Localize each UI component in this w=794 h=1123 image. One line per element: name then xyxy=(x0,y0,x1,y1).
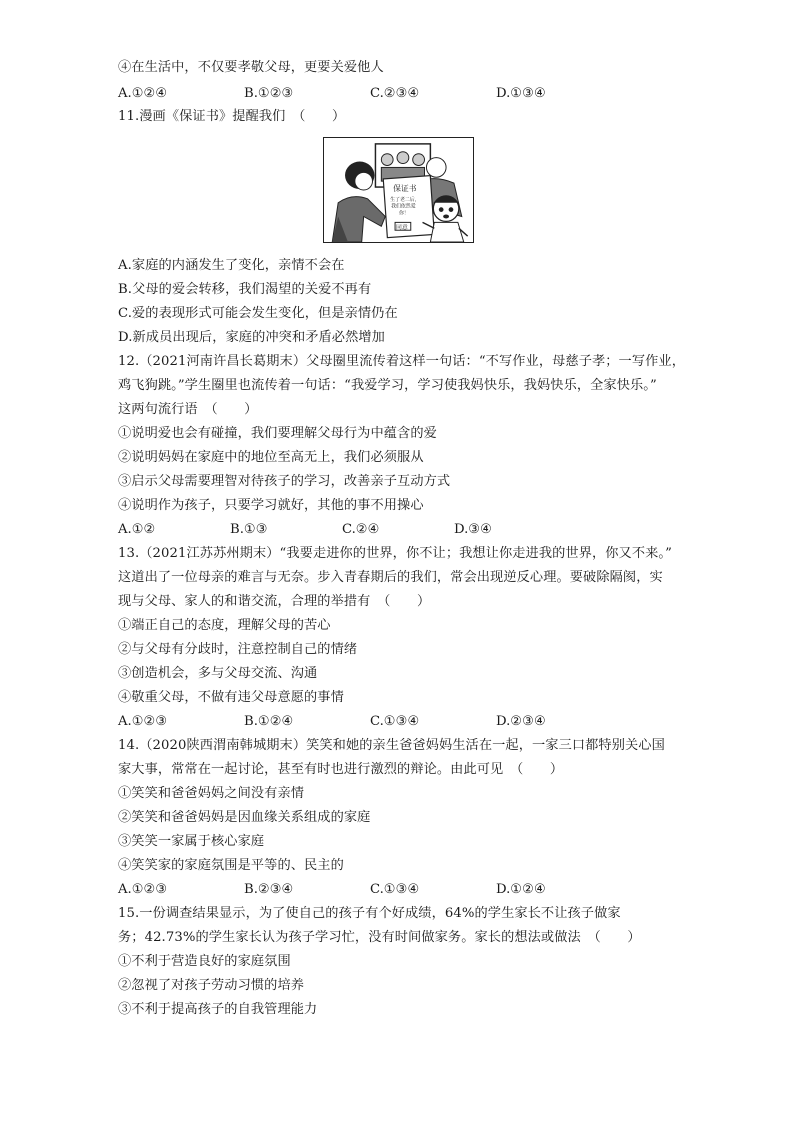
q13-statement-3: ③创造机会，多与父母交流、沟通 xyxy=(118,666,318,681)
q14-statement-3: ③笑笑一家属于核心家庭 xyxy=(118,834,265,849)
option-a: A.①②④ xyxy=(118,86,168,101)
option-a: A.①② xyxy=(118,522,156,537)
option-a: A.①②③ xyxy=(118,882,168,897)
q11-stem: 11.漫画《保证书》提醒我们 （ ） xyxy=(118,109,346,124)
q12-stem-line-2: 鸡飞狗跳。”学生圈里也流传着一句话：“我爱学习，学习使我妈快乐，我妈快乐，全家快乐。” xyxy=(118,378,657,393)
q11-option-d: D.新成员出现后，家庭的冲突和矛盾必然增加 xyxy=(118,330,385,345)
q12-statement-3: ③启示父母需要理智对待孩子的学习，改善亲子互动方式 xyxy=(118,474,451,489)
option-c: C.②④ xyxy=(342,522,380,537)
sign-title: 保证书 xyxy=(393,183,417,193)
sign-line-3: 你！ xyxy=(398,210,409,217)
option-d: D.①③④ xyxy=(496,86,546,101)
q14-statement-1: ①笑笑和爸爸妈妈之间没有亲情 xyxy=(118,786,305,801)
option-d: D.②③④ xyxy=(496,714,546,729)
option-b: B.②③④ xyxy=(244,882,294,897)
q11-option-b: B.父母的爱会转移，我们渴望的关爱不再有 xyxy=(118,282,372,297)
q13-stem-line-3: 现与父母、家人的和谐交流，合理的举措有 （ ） xyxy=(118,594,431,609)
guarantee-cartoon-image xyxy=(323,137,474,243)
q15-statement-3: ③不利于提高孩子的自我管理能力 xyxy=(118,1002,318,1017)
option-d: D.①②④ xyxy=(496,882,546,897)
q14-statement-4: ④笑笑家的家庭氛围是平等的、民主的 xyxy=(118,858,344,873)
option-b: B.①②③ xyxy=(244,86,294,101)
q15-stem-line-2: 务；42.73%的学生家长认为孩子学习忙，没有时间做家务。家长的想法或做法 （ ） xyxy=(118,930,641,945)
option-c: C.①③④ xyxy=(370,882,420,897)
q13-statement-4: ④敬重父母，不做有违父母意愿的事情 xyxy=(118,690,344,705)
q11-option-a: A.家庭的内涵发生了变化，亲情不会在 xyxy=(118,258,345,273)
option-d: D.③④ xyxy=(454,522,492,537)
option-c: C.②③④ xyxy=(370,86,420,101)
q13-stem-line-1: 13.（2021江苏苏州期末）“我要走进你的世界，你不让；我想让你走进我的世界，你又不来。” xyxy=(118,546,672,561)
option-a: A.①②③ xyxy=(118,714,168,729)
cartoon-drawing xyxy=(324,138,473,242)
option-b: B.①②④ xyxy=(244,714,294,729)
q11-option-c: C.爱的表现形式可能会发生变化，但是亲情仍在 xyxy=(118,306,398,321)
q12-stem-line-3: 这两句流行语 （ ） xyxy=(118,402,258,417)
q15-stem-line-1: 15.一份调查结果显示，为了使自己的孩子有个好成绩，64%的学生家长不让孩子做家 xyxy=(118,906,621,921)
option-b: B.①③ xyxy=(230,522,268,537)
q13-stem-line-2: 这道出了一位母亲的难言与无奈。步入青春期后的我们，常会出现逆反心理。要破除隔阂，实 xyxy=(118,570,663,585)
sign-line-1: 生了老二后， xyxy=(390,196,420,203)
q10-statement-4: ④在生活中，不仅要孝敬父母，更要关爱他人 xyxy=(118,60,384,75)
q12-statement-1: ①说明爱也会有碰撞，我们要理解父母行为中蕴含的爱 xyxy=(118,426,437,441)
option-c: C.①③④ xyxy=(370,714,420,729)
q15-statement-1: ①不利于营造良好的家庭氛围 xyxy=(118,954,291,969)
q12-statement-2: ②说明妈妈在家庭中的地位至高无上，我们必须服从 xyxy=(118,450,424,465)
q12-statement-4: ④说明作为孩子，只要学习就好，其他的事不用操心 xyxy=(118,498,424,513)
q14-statement-2: ②笑笑和爸爸妈妈是因血缘关系组成的家庭 xyxy=(118,810,371,825)
q13-statement-1: ①端正自己的态度，理解父母的苦心 xyxy=(118,618,331,633)
q14-stem-line-2: 家大事，常常在一起讨论，甚至有时也进行激烈的辩论。由此可见 （ ） xyxy=(118,762,564,777)
q13-statement-2: ②与父母有分歧时，注意控制自己的情绪 xyxy=(118,642,358,657)
sign-footer: 同意 xyxy=(396,225,408,232)
q15-statement-2: ②忽视了对孩子劳动习惯的培养 xyxy=(118,978,305,993)
q12-stem-line-1: 12.（2021河南许昌长葛期末）父母圈里流传着这样一句话：“不写作业，母慈子孝；一写作业， xyxy=(118,354,685,369)
sign-line-2: 我们依然爱 xyxy=(391,203,416,210)
q14-stem-line-1: 14.（2020陕西渭南韩城期末）笑笑和她的亲生爸爸妈妈生活在一起，一家三口都特别关心国 xyxy=(118,738,665,753)
